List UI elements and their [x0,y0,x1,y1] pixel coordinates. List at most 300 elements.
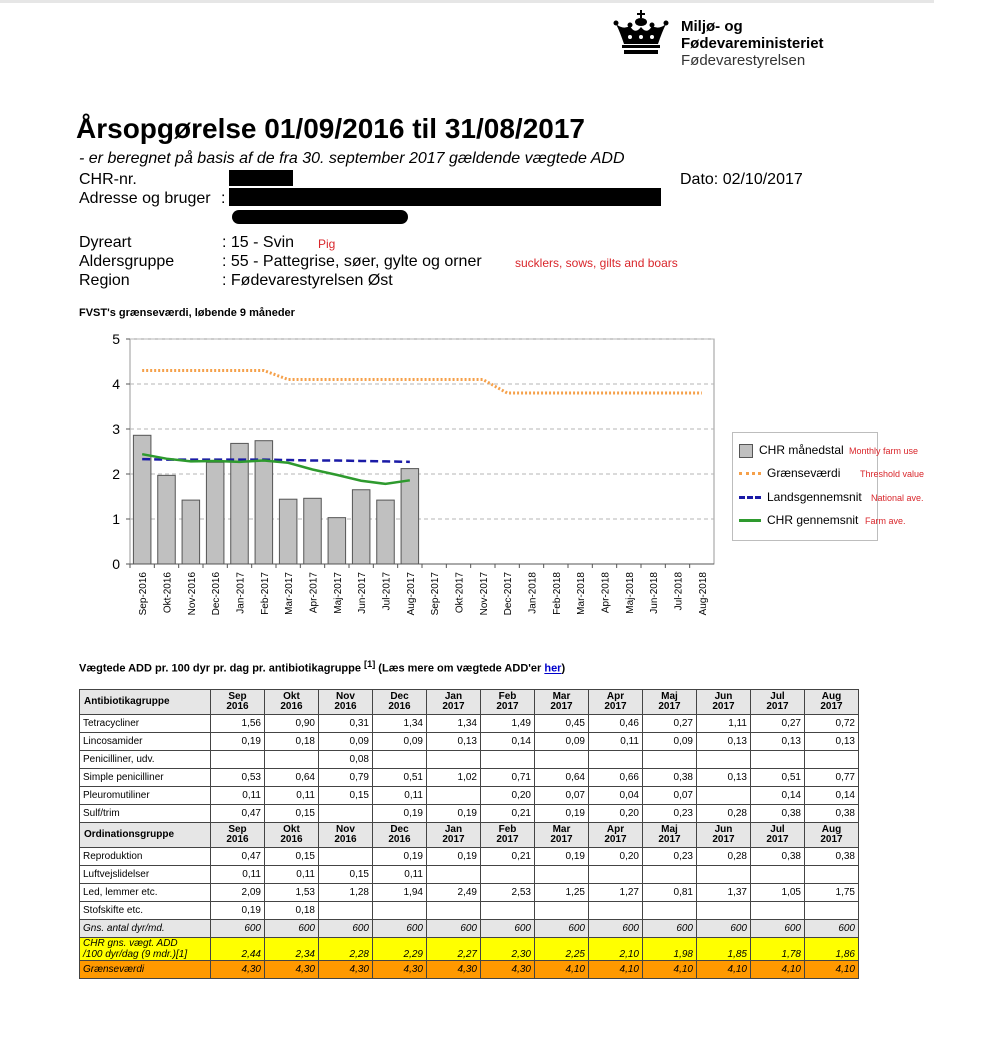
table-cell: 0,19 [373,805,427,823]
month-header [751,823,805,848]
table-cell: 0,38 [805,805,859,823]
table-cell: 0,08 [319,751,373,769]
month-year: 2016 [280,834,303,845]
legend-note: National ave. [871,493,924,503]
table-title-close: ) [561,662,566,675]
row-label: Tetracycliner [80,715,211,733]
table-cell: 2,27 [427,938,481,961]
month-year: 2016 [334,834,357,845]
table-cell: 2,28 [319,938,373,961]
table-cell: 600 [265,920,319,938]
bar-monthly-use [401,469,419,564]
month-name: Aug [821,691,842,702]
month-header [805,690,859,715]
table-row [80,805,859,823]
month-name: Maj [661,691,678,702]
y-tick-label: 2 [112,466,120,482]
month-header [643,823,697,848]
month-header [535,690,589,715]
table-cell [373,751,427,769]
x-tick-label: Dec-2017 [503,572,515,616]
x-tick-label: Feb-2018 [551,572,563,615]
row-label: Penicilliner, udv. [80,751,211,769]
table-cell: 1,75 [805,884,859,902]
table-cell: 0,11 [589,733,643,751]
species-label: Dyreart [79,234,132,251]
table-cell: 0,47 [211,805,265,823]
table-row [80,787,859,805]
month-header [481,823,535,848]
table-cell: 0,27 [751,715,805,733]
table-cell: 600 [751,920,805,938]
month-year: 2017 [766,834,789,845]
month-year: 2017 [604,701,627,712]
agency-name: Fødevarestyrelsen [681,52,806,69]
month-year: 2016 [334,701,357,712]
add-table [79,689,859,979]
table-cell: 600 [319,920,373,938]
x-tick-label: Apr-2017 [308,572,320,614]
table-cell: 0,81 [643,884,697,902]
table-cell [643,866,697,884]
table-cell: 0,07 [535,787,589,805]
table-cell: 600 [481,920,535,938]
legend-label: Landsgennemsnit [767,490,862,504]
table-title-footnote: [1] [364,659,376,669]
table-cell: 0,23 [643,805,697,823]
table-cell [373,902,427,920]
table-cell: 0,11 [265,866,319,884]
month-name: Okt [283,691,300,702]
table-cell: 600 [589,920,643,938]
row-label: Luftvejslidelser [80,866,211,884]
legend-note: Monthly farm use [849,446,919,456]
table-cell [805,866,859,884]
table-cell: 1,98 [643,938,697,961]
month-year: 2017 [658,834,681,845]
table-cell: 4,30 [373,961,427,979]
x-tick-label: Jul-2018 [673,572,685,611]
top-border [0,0,934,3]
y-tick-label: 1 [112,511,120,527]
table-row [80,733,859,751]
table-cell: 4,10 [535,961,589,979]
row-label: Stofskifte etc. [80,902,211,920]
redaction-block [232,210,408,224]
x-tick-label: Aug-2018 [697,572,709,616]
table-cell: 0,14 [751,787,805,805]
table-cell [427,787,481,805]
table-cell: 2,53 [481,884,535,902]
table-header-row [80,823,859,848]
table-cell: 0,19 [427,805,481,823]
legend-swatch-dashed [739,496,761,499]
table-cell: 2,30 [481,938,535,961]
row-label [80,938,211,961]
table-cell: 4,10 [589,961,643,979]
antibiotic-usage-chart [79,325,724,625]
month-name: Sep [228,824,247,835]
month-header [481,690,535,715]
x-tick-label: Sep-2017 [430,572,442,616]
row-label: Grænseværdi [80,961,211,979]
month-header [319,690,373,715]
table-row [80,769,859,787]
month-year: 2017 [550,834,573,845]
legend-swatch-solid [739,519,761,522]
table-cell: 2,29 [373,938,427,961]
month-header [643,690,697,715]
agegroup-note: sucklers, sows, gilts and boars [515,256,678,270]
table-cell: 1,78 [751,938,805,961]
month-year: 2016 [226,701,249,712]
table-cell: 0,53 [211,769,265,787]
table-title [79,659,565,675]
table-cell [427,866,481,884]
month-year: 2017 [766,701,789,712]
table-cell: 0,66 [589,769,643,787]
month-name: Jan [444,824,463,835]
legend-swatch-dotted [739,472,761,475]
table-cell: 0,38 [751,805,805,823]
table-cell: 2,34 [265,938,319,961]
month-name: Jul [770,691,785,702]
month-name: Jun [714,824,733,835]
table-header-row [80,690,859,715]
avg-animals-row [80,920,859,938]
table-cell: 0,09 [643,733,697,751]
month-year: 2017 [712,701,735,712]
table-cell: 0,11 [373,866,427,884]
x-tick-label: Jan-2018 [527,572,539,614]
month-header [427,823,481,848]
month-name: Feb [498,824,517,835]
table-cell [427,751,481,769]
table-cell [643,751,697,769]
month-year: 2017 [658,701,681,712]
month-year: 2017 [550,701,573,712]
redaction-block [229,188,661,206]
table-cell [751,751,805,769]
month-year: 2017 [442,834,465,845]
month-name: Nov [336,691,355,702]
month-header [697,823,751,848]
table-cell: 2,09 [211,884,265,902]
table-cell: 4,10 [697,961,751,979]
table-cell: 1,94 [373,884,427,902]
month-name: Okt [283,824,300,835]
x-tick-label: Jan-2017 [235,572,247,614]
table-cell [319,805,373,823]
legend-label: CHR gennemsnit [767,513,859,527]
table-cell: 0,77 [805,769,859,787]
table-cell: 0,45 [535,715,589,733]
x-tick-label: Mar-2017 [284,572,296,615]
table-cell: 0,51 [751,769,805,787]
month-year: 2016 [226,834,249,845]
table-cell: 1,05 [751,884,805,902]
table-cell: 0,15 [319,866,373,884]
report-date: Dato: 02/10/2017 [680,171,803,188]
bar-monthly-use [304,498,322,564]
legend-note: Threshold value [860,469,925,479]
chr-label: CHR-nr. [79,171,137,188]
table-cell: 0,09 [373,733,427,751]
table-cell: 0,20 [589,848,643,866]
table-row [80,866,859,884]
month-header [751,690,805,715]
table-cell: 0,07 [643,787,697,805]
table-cell: 4,30 [265,961,319,979]
month-name: Apr [606,824,625,835]
month-year: 2017 [442,701,465,712]
table-cell [481,866,535,884]
bar-monthly-use [158,475,176,564]
table-cell: 600 [211,920,265,938]
table-cell: 0,11 [265,787,319,805]
month-header [589,690,643,715]
table-cell: 600 [697,920,751,938]
table-cell: 0,19 [427,848,481,866]
month-header [697,690,751,715]
table-cell: 600 [805,920,859,938]
report-subtitle: - er beregnet på basis af de fra 30. september 2017 gældende vægtede ADD [79,150,625,167]
month-header [805,823,859,848]
table-cell: 0,15 [319,787,373,805]
row-label: Lincosamider [80,733,211,751]
month-header [589,823,643,848]
agegroup-value: : 55 - Pattegrise, søer, gylte og orner [222,253,482,270]
table-cell [481,902,535,920]
bar-monthly-use [182,500,200,564]
table-cell: 600 [643,920,697,938]
table-cell: 1,53 [265,884,319,902]
agegroup-label: Aldersgruppe [79,253,175,270]
x-tick-label: Jun-2018 [649,572,661,614]
colon: : [221,190,226,207]
month-year: 2017 [496,701,519,712]
table-cell [427,902,481,920]
table-cell: 0,04 [589,787,643,805]
table-cell: 0,09 [535,733,589,751]
x-tick-label: Okt-2017 [454,572,466,614]
legend-item-farm [739,513,858,527]
table-cell: 1,34 [373,715,427,733]
threshold-row [80,961,859,979]
table-cell: 0,09 [319,733,373,751]
table-cell: 1,28 [319,884,373,902]
table-cell: 0,38 [805,848,859,866]
table-cell [751,902,805,920]
table-cell: 1,85 [697,938,751,961]
month-name: Aug [821,824,842,835]
table-cell [481,751,535,769]
table-cell: 0,90 [265,715,319,733]
bar-monthly-use [328,518,346,564]
species-value: : 15 - Svin [222,234,295,251]
region-value: : Fødevarestyrelsen Øst [222,272,393,289]
month-header [373,823,427,848]
month-name: Maj [661,824,678,835]
table-cell: 0,19 [535,805,589,823]
row-label: Simple penicilliner [80,769,211,787]
month-header [373,690,427,715]
report-title: Årsopgørelse 01/09/2016 til 31/08/2017 [76,113,585,144]
row-label: Led, lemmer etc. [80,884,211,902]
month-header [211,823,265,848]
month-year: 2017 [712,834,735,845]
table-cell: 0,23 [643,848,697,866]
table-cell: 1,02 [427,769,481,787]
table-cell: 0,31 [319,715,373,733]
x-tick-label: Okt-2016 [162,572,174,614]
table-cell: 1,34 [427,715,481,733]
row-label: Gns. antal dyr/md. [80,920,211,938]
table-cell: 1,49 [481,715,535,733]
table-cell: 0,38 [643,769,697,787]
table-cell [535,866,589,884]
bar-monthly-use [279,499,297,564]
y-tick-label: 4 [112,376,120,392]
legend-note: Farm ave. [865,516,906,526]
ministry-line2: Fødevareministeriet [681,35,824,52]
row-label: Sulf/trim [80,805,211,823]
month-header [319,823,373,848]
region-label: Region [79,272,130,289]
table-cell: 0,18 [265,733,319,751]
table-cell: 2,25 [535,938,589,961]
redaction-block [229,170,293,186]
month-year: 2017 [604,834,627,845]
table-row [80,715,859,733]
y-tick-label: 0 [112,556,120,572]
table-cell: 1,11 [697,715,751,733]
table-row [80,884,859,902]
table-cell: 600 [427,920,481,938]
y-tick-label: 3 [112,421,120,437]
table-cell: 0,11 [373,787,427,805]
table-cell: 0,38 [751,848,805,866]
table-cell [319,848,373,866]
legend-label: CHR månedstal [759,443,844,457]
month-name: Apr [606,691,625,702]
month-name: Mar [552,824,571,835]
row-label: Reproduktion [80,848,211,866]
table-cell: 2,49 [427,884,481,902]
month-name: Nov [336,824,355,835]
legend-item-threshold [739,466,840,480]
table-cell: 600 [373,920,427,938]
table-cell: 4,10 [805,961,859,979]
table-cell [697,787,751,805]
legend-label: Grænseværdi [767,466,841,480]
table-cell: 0,27 [643,715,697,733]
table-cell [643,902,697,920]
chart-title: FVST's grænseværdi, løbende 9 måneder [79,307,295,319]
table-cell: 0,20 [589,805,643,823]
legend-swatch-bar [739,444,753,458]
x-tick-label: Feb-2017 [259,572,271,615]
month-year: 2017 [820,834,843,845]
y-tick-label: 5 [112,331,120,347]
month-year: 2017 [820,701,843,712]
table-cell: 0,28 [697,805,751,823]
table-cell: 0,47 [211,848,265,866]
table-row [80,848,859,866]
month-year: 2017 [496,834,519,845]
table-cell: 600 [535,920,589,938]
table-cell: 0,72 [805,715,859,733]
table-cell: 0,21 [481,805,535,823]
crown-logo-icon [610,10,674,61]
table-cell: 0,18 [265,902,319,920]
x-tick-label: Nov-2016 [186,572,198,616]
month-header [211,690,265,715]
table-cell: 0,20 [481,787,535,805]
table-cell: 0,21 [481,848,535,866]
x-tick-label: Aug-2017 [405,572,417,616]
x-tick-label: Nov-2017 [478,572,490,616]
table-cell: 0,64 [265,769,319,787]
table-cell: 0,64 [535,769,589,787]
chr-average-row [80,938,859,961]
x-tick-label: Dec-2016 [211,572,223,616]
table-cell [589,866,643,884]
table-cell [697,902,751,920]
table-cell: 0,13 [427,733,481,751]
table-cell: 0,13 [697,769,751,787]
table-cell [751,866,805,884]
table-row [80,751,859,769]
table-cell: 4,10 [751,961,805,979]
table-cell: 0,28 [697,848,751,866]
table-cell: 0,71 [481,769,535,787]
legend-item-national [739,490,862,504]
month-name: Jun [714,691,733,702]
month-name: Feb [498,691,517,702]
table-cell: 4,30 [481,961,535,979]
x-tick-label: Jul-2017 [381,572,393,611]
table-cell [589,902,643,920]
row-label-line: CHR gns. vægt. ADD [83,938,178,949]
table-title-text: Vægtede ADD pr. 100 dyr pr. dag pr. antibiotikagruppe [79,662,365,675]
table-cell: 1,27 [589,884,643,902]
group-header: Antibiotikagruppe [80,690,211,715]
table-row [80,902,859,920]
table-cell: 0,13 [751,733,805,751]
table-cell: 0,19 [211,902,265,920]
table-cell: 0,51 [373,769,427,787]
table-cell: 0,14 [805,787,859,805]
month-name: Dec [390,824,409,835]
table-cell: 4,30 [211,961,265,979]
month-name: Sep [228,691,247,702]
table-cell: 4,10 [643,961,697,979]
table-cell: 0,14 [481,733,535,751]
table-cell [535,902,589,920]
table-cell: 1,25 [535,884,589,902]
month-header [427,690,481,715]
table-cell: 4,30 [427,961,481,979]
table-title-rest: (Læs mere om vægtede ADD'er [375,662,545,675]
read-more-link[interactable]: her [544,662,562,675]
table-cell: 0,11 [211,866,265,884]
table-cell [211,751,265,769]
x-tick-label: Maj-2018 [624,572,636,614]
table-cell: 0,46 [589,715,643,733]
table-cell: 1,56 [211,715,265,733]
table-cell [535,751,589,769]
